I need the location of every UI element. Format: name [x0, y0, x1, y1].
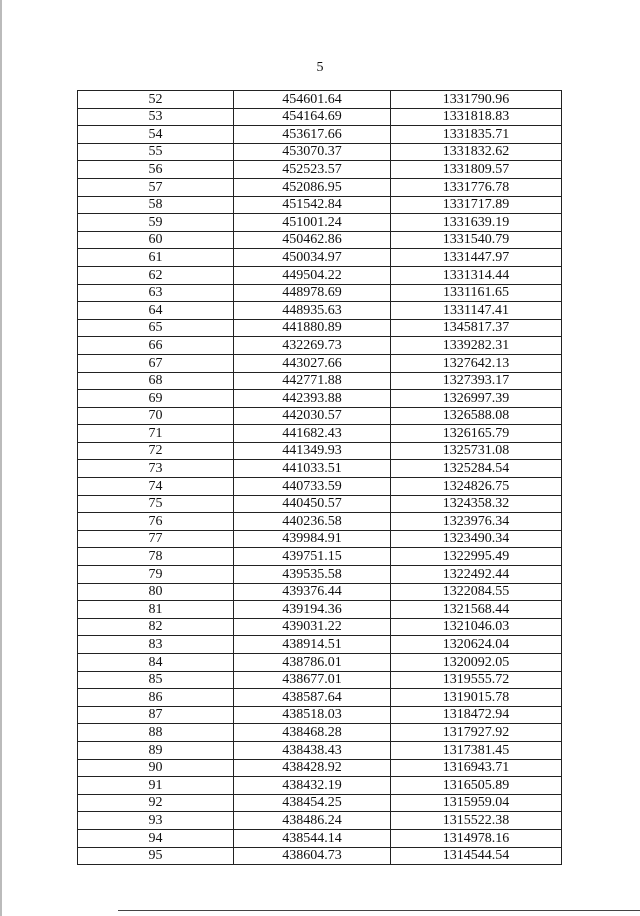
x-coordinate-cell: 448978.69	[234, 284, 391, 302]
x-coordinate-cell: 442030.57	[234, 407, 391, 425]
x-coordinate-cell: 438604.73	[234, 847, 391, 865]
x-coordinate-cell: 439376.44	[234, 583, 391, 601]
table-row	[78, 548, 562, 566]
table-row	[78, 178, 562, 196]
table-row	[78, 495, 562, 513]
y-coordinate-cell: 1326997.39	[391, 390, 562, 408]
y-coordinate-cell: 1327393.17	[391, 372, 562, 390]
table-row	[78, 847, 562, 865]
x-coordinate-cell: 438432.19	[234, 777, 391, 795]
point-number-cell: 81	[78, 601, 234, 619]
table-row	[78, 794, 562, 812]
table-row	[78, 777, 562, 795]
table-row	[78, 530, 562, 548]
table-row	[78, 196, 562, 214]
table-row	[78, 601, 562, 619]
y-coordinate-cell: 1326588.08	[391, 407, 562, 425]
table-row	[78, 91, 562, 109]
point-number-cell: 85	[78, 671, 234, 689]
table-row	[78, 478, 562, 496]
table-row	[78, 654, 562, 672]
y-coordinate-cell: 1325284.54	[391, 460, 562, 478]
x-coordinate-cell: 432269.73	[234, 337, 391, 355]
coordinates-table-container	[77, 90, 561, 865]
table-row	[78, 636, 562, 654]
point-number-cell: 76	[78, 513, 234, 531]
y-coordinate-cell: 1331832.62	[391, 143, 562, 161]
point-number-cell: 93	[78, 812, 234, 830]
y-coordinate-cell: 1323976.34	[391, 513, 562, 531]
x-coordinate-cell: 439535.58	[234, 566, 391, 584]
x-coordinate-cell: 441349.93	[234, 442, 391, 460]
point-number-cell: 74	[78, 478, 234, 496]
x-coordinate-cell: 438914.51	[234, 636, 391, 654]
y-coordinate-cell: 1345817.37	[391, 319, 562, 337]
x-coordinate-cell: 438486.24	[234, 812, 391, 830]
x-coordinate-cell: 438587.64	[234, 689, 391, 707]
table-row	[78, 442, 562, 460]
y-coordinate-cell: 1326165.79	[391, 425, 562, 443]
y-coordinate-cell: 1322995.49	[391, 548, 562, 566]
x-coordinate-cell: 438786.01	[234, 654, 391, 672]
y-coordinate-cell: 1331639.19	[391, 214, 562, 232]
x-coordinate-cell: 451001.24	[234, 214, 391, 232]
point-number-cell: 62	[78, 266, 234, 284]
table-row	[78, 214, 562, 232]
table-row	[78, 143, 562, 161]
point-number-cell: 92	[78, 794, 234, 812]
point-number-cell: 73	[78, 460, 234, 478]
y-coordinate-cell: 1314544.54	[391, 847, 562, 865]
table-row	[78, 829, 562, 847]
point-number-cell: 69	[78, 390, 234, 408]
y-coordinate-cell: 1331147.41	[391, 302, 562, 320]
table-row	[78, 618, 562, 636]
point-number-cell: 79	[78, 566, 234, 584]
point-number-cell: 86	[78, 689, 234, 707]
x-coordinate-cell: 442393.88	[234, 390, 391, 408]
point-number-cell: 95	[78, 847, 234, 865]
y-coordinate-cell: 1325731.08	[391, 442, 562, 460]
point-number-cell: 58	[78, 196, 234, 214]
table-row	[78, 425, 562, 443]
page-bottom-line	[118, 910, 640, 911]
y-coordinate-cell: 1324826.75	[391, 478, 562, 496]
x-coordinate-cell: 451542.84	[234, 196, 391, 214]
point-number-cell: 54	[78, 126, 234, 144]
point-number-cell: 64	[78, 302, 234, 320]
x-coordinate-cell: 443027.66	[234, 354, 391, 372]
point-number-cell: 71	[78, 425, 234, 443]
y-coordinate-cell: 1331717.89	[391, 196, 562, 214]
x-coordinate-cell: 438454.25	[234, 794, 391, 812]
point-number-cell: 91	[78, 777, 234, 795]
y-coordinate-cell: 1331809.57	[391, 161, 562, 179]
point-number-cell: 94	[78, 829, 234, 847]
y-coordinate-cell: 1317927.92	[391, 724, 562, 742]
y-coordinate-cell: 1331161.65	[391, 284, 562, 302]
y-coordinate-cell: 1321568.44	[391, 601, 562, 619]
y-coordinate-cell: 1319555.72	[391, 671, 562, 689]
table-row	[78, 724, 562, 742]
table-row	[78, 689, 562, 707]
table-row	[78, 706, 562, 724]
point-number-cell: 59	[78, 214, 234, 232]
point-number-cell: 84	[78, 654, 234, 672]
table-row	[78, 671, 562, 689]
table-row	[78, 302, 562, 320]
point-number-cell: 52	[78, 91, 234, 109]
y-coordinate-cell: 1324358.32	[391, 495, 562, 513]
table-row	[78, 319, 562, 337]
table-row	[78, 354, 562, 372]
y-coordinate-cell: 1331447.97	[391, 249, 562, 267]
table-row	[78, 583, 562, 601]
x-coordinate-cell: 452523.57	[234, 161, 391, 179]
y-coordinate-cell: 1320092.05	[391, 654, 562, 672]
y-coordinate-cell: 1331835.71	[391, 126, 562, 144]
x-coordinate-cell: 449504.22	[234, 266, 391, 284]
point-number-cell: 78	[78, 548, 234, 566]
point-number-cell: 63	[78, 284, 234, 302]
table-row	[78, 126, 562, 144]
page-number: 5	[316, 60, 324, 75]
x-coordinate-cell: 453617.66	[234, 126, 391, 144]
table-row	[78, 108, 562, 126]
x-coordinate-cell: 439031.22	[234, 618, 391, 636]
table-row	[78, 812, 562, 830]
y-coordinate-cell: 1314978.16	[391, 829, 562, 847]
y-coordinate-cell: 1339282.31	[391, 337, 562, 355]
y-coordinate-cell: 1331776.78	[391, 178, 562, 196]
y-coordinate-cell: 1320624.04	[391, 636, 562, 654]
x-coordinate-cell: 441682.43	[234, 425, 391, 443]
table-row	[78, 372, 562, 390]
y-coordinate-cell: 1316505.89	[391, 777, 562, 795]
point-number-cell: 83	[78, 636, 234, 654]
point-number-cell: 72	[78, 442, 234, 460]
x-coordinate-cell: 440733.59	[234, 478, 391, 496]
point-number-cell: 57	[78, 178, 234, 196]
y-coordinate-cell: 1316943.71	[391, 759, 562, 777]
y-coordinate-cell: 1322492.44	[391, 566, 562, 584]
y-coordinate-cell: 1331314.44	[391, 266, 562, 284]
table-row	[78, 249, 562, 267]
y-coordinate-cell: 1321046.03	[391, 618, 562, 636]
y-coordinate-cell: 1318472.94	[391, 706, 562, 724]
x-coordinate-cell: 453070.37	[234, 143, 391, 161]
x-coordinate-cell: 448935.63	[234, 302, 391, 320]
y-coordinate-cell: 1331790.96	[391, 91, 562, 109]
x-coordinate-cell: 442771.88	[234, 372, 391, 390]
point-number-cell: 61	[78, 249, 234, 267]
table-row	[78, 513, 562, 531]
x-coordinate-cell: 438468.28	[234, 724, 391, 742]
coordinates-table-body	[78, 91, 562, 865]
y-coordinate-cell: 1323490.34	[391, 530, 562, 548]
point-number-cell: 53	[78, 108, 234, 126]
table-row	[78, 390, 562, 408]
y-coordinate-cell: 1315959.04	[391, 794, 562, 812]
table-row	[78, 741, 562, 759]
x-coordinate-cell: 438544.14	[234, 829, 391, 847]
table-row	[78, 161, 562, 179]
y-coordinate-cell: 1331818.83	[391, 108, 562, 126]
x-coordinate-cell: 440450.57	[234, 495, 391, 513]
point-number-cell: 77	[78, 530, 234, 548]
table-row	[78, 337, 562, 355]
x-coordinate-cell: 441880.89	[234, 319, 391, 337]
point-number-cell: 87	[78, 706, 234, 724]
point-number-cell: 66	[78, 337, 234, 355]
y-coordinate-cell: 1322084.55	[391, 583, 562, 601]
x-coordinate-cell: 438518.03	[234, 706, 391, 724]
point-number-cell: 89	[78, 741, 234, 759]
point-number-cell: 70	[78, 407, 234, 425]
point-number-cell: 80	[78, 583, 234, 601]
point-number-cell: 55	[78, 143, 234, 161]
point-number-cell: 60	[78, 231, 234, 249]
x-coordinate-cell: 438438.43	[234, 741, 391, 759]
point-number-cell: 75	[78, 495, 234, 513]
y-coordinate-cell: 1315522.38	[391, 812, 562, 830]
point-number-cell: 90	[78, 759, 234, 777]
coordinates-table	[77, 90, 562, 865]
x-coordinate-cell: 441033.51	[234, 460, 391, 478]
x-coordinate-cell: 439751.15	[234, 548, 391, 566]
scan-edge	[0, 0, 2, 916]
table-row	[78, 759, 562, 777]
x-coordinate-cell: 439194.36	[234, 601, 391, 619]
point-number-cell: 56	[78, 161, 234, 179]
y-coordinate-cell: 1331540.79	[391, 231, 562, 249]
table-row	[78, 231, 562, 249]
y-coordinate-cell: 1317381.45	[391, 741, 562, 759]
point-number-cell: 68	[78, 372, 234, 390]
x-coordinate-cell: 440236.58	[234, 513, 391, 531]
point-number-cell: 65	[78, 319, 234, 337]
x-coordinate-cell: 438677.01	[234, 671, 391, 689]
table-row	[78, 407, 562, 425]
y-coordinate-cell: 1319015.78	[391, 689, 562, 707]
table-row	[78, 566, 562, 584]
x-coordinate-cell: 450462.86	[234, 231, 391, 249]
point-number-cell: 88	[78, 724, 234, 742]
y-coordinate-cell: 1327642.13	[391, 354, 562, 372]
point-number-cell: 82	[78, 618, 234, 636]
x-coordinate-cell: 452086.95	[234, 178, 391, 196]
table-row	[78, 460, 562, 478]
table-row	[78, 284, 562, 302]
table-row	[78, 266, 562, 284]
x-coordinate-cell: 454601.64	[234, 91, 391, 109]
x-coordinate-cell: 438428.92	[234, 759, 391, 777]
point-number-cell: 67	[78, 354, 234, 372]
x-coordinate-cell: 450034.97	[234, 249, 391, 267]
x-coordinate-cell: 439984.91	[234, 530, 391, 548]
x-coordinate-cell: 454164.69	[234, 108, 391, 126]
